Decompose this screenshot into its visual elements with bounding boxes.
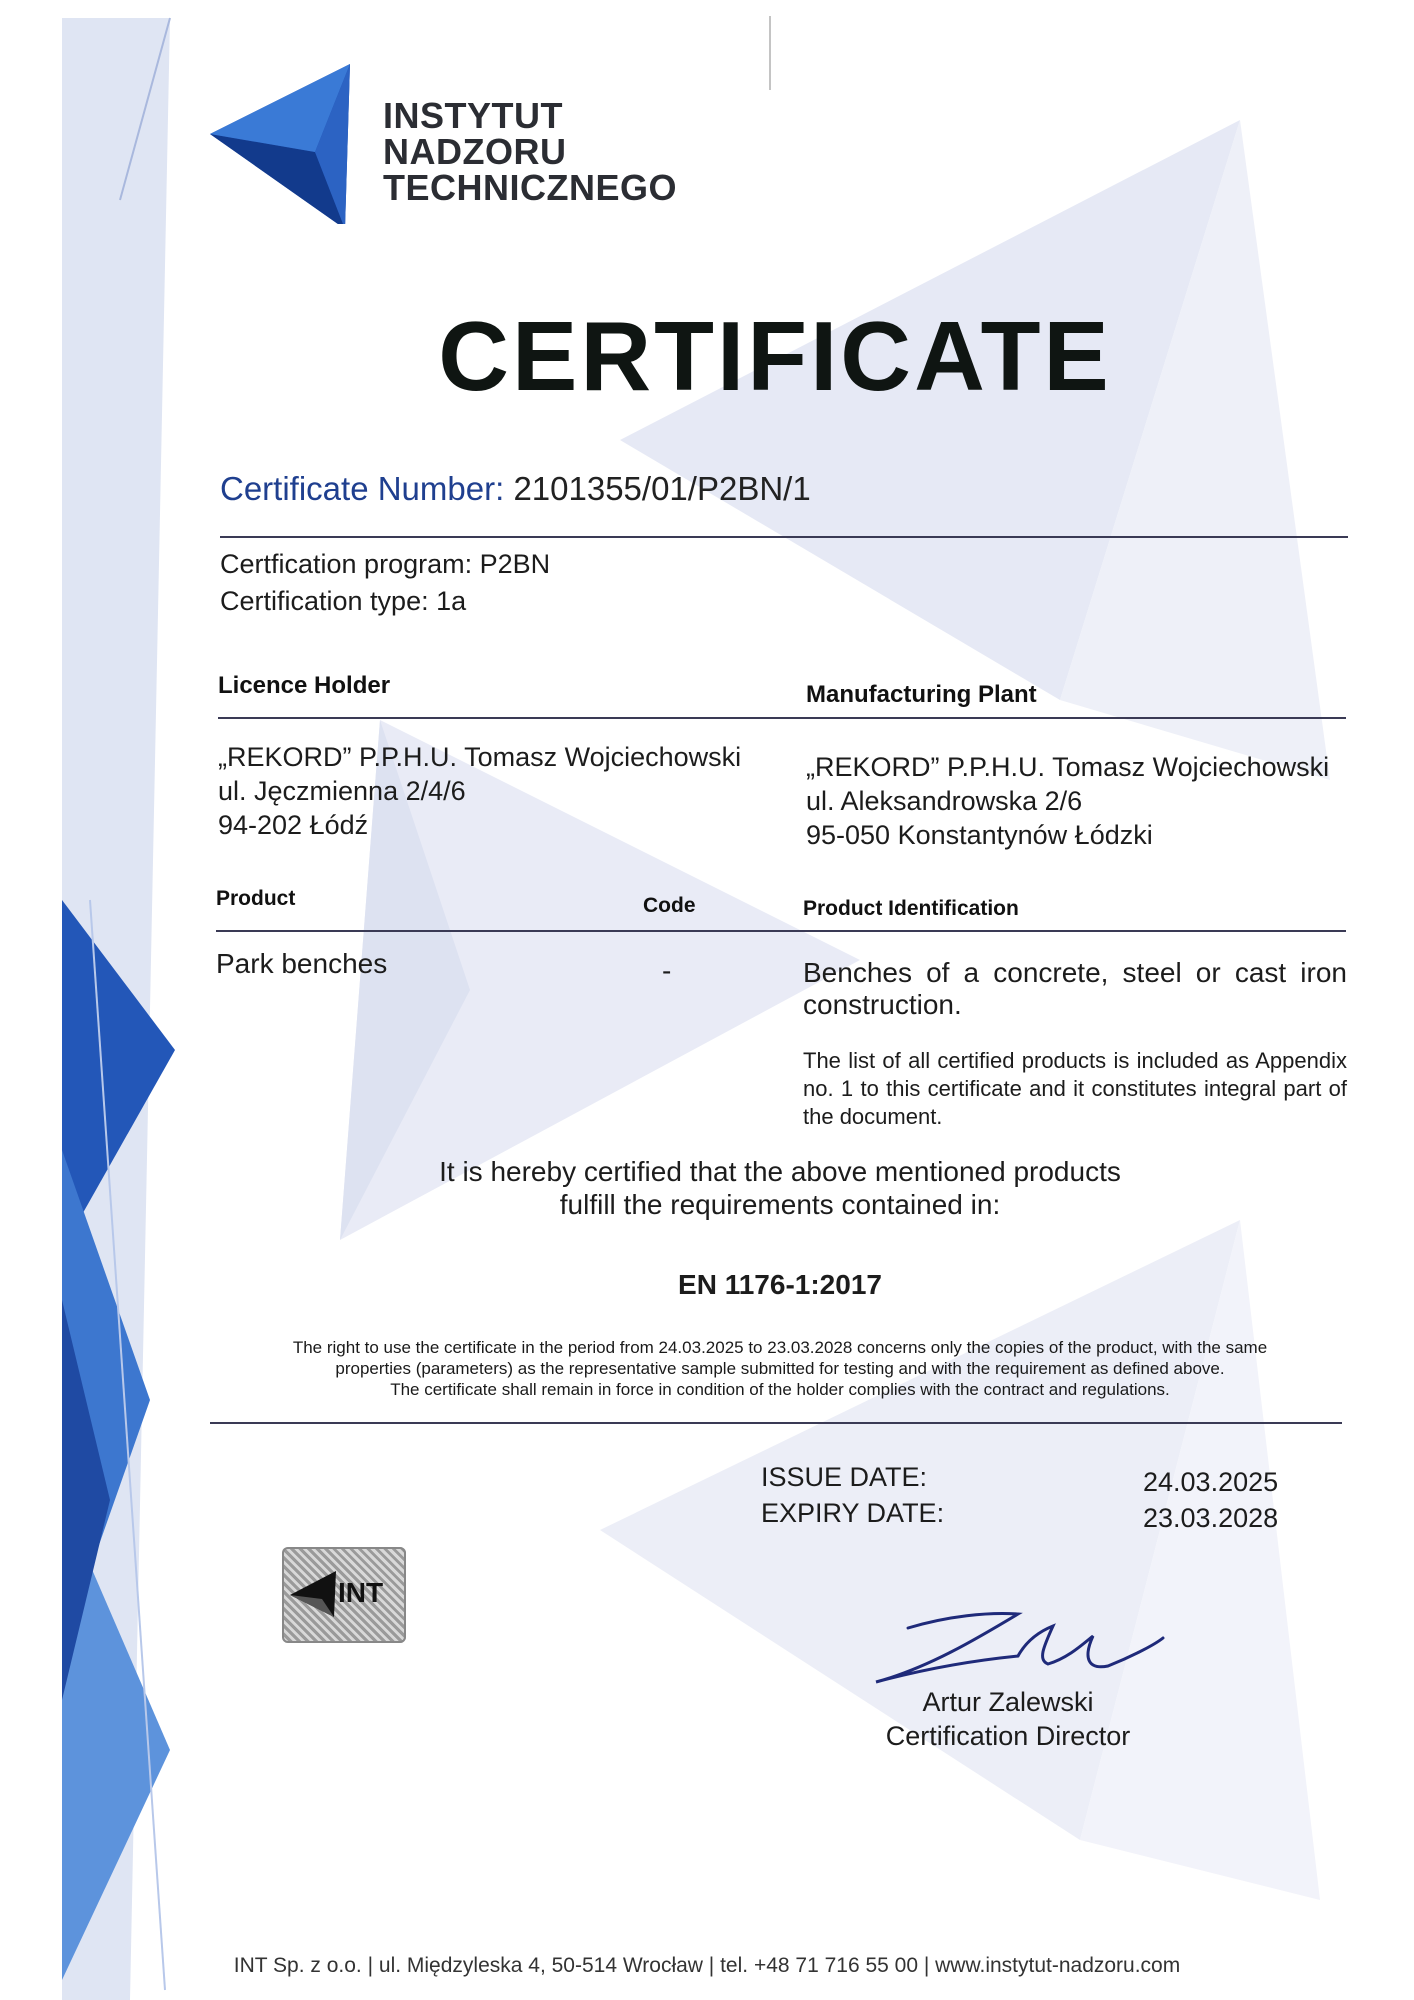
product-name: Park benches: [216, 948, 388, 979]
triangle-logo-icon: [210, 64, 360, 224]
certificate-number: [220, 470, 811, 508]
expiry-date-label: EXPIRY DATE:: [761, 1498, 945, 1528]
statement-line-1: It is hereby certified that the above mentioned products: [439, 1156, 1121, 1187]
manufacturing-plant-address: [806, 750, 1329, 852]
validity-fineprint: [210, 1337, 1350, 1400]
code-header: Code: [643, 894, 696, 917]
standard: EN 1176-1:2017: [678, 1269, 882, 1300]
manufacturing-plant-line-2: ul. Aleksandrowska 2/6: [806, 786, 1083, 816]
appendix-note: The list of all certified products is included as Appendix no. 1 to this certificate and it constitutes integral part of the document.: [803, 1048, 1347, 1129]
logo-wordmark: [383, 95, 677, 208]
date-labels: [761, 1459, 944, 1531]
licence-holder-line-1: „REKORD” P.P.H.U. Tomasz Wojciechowski: [218, 742, 742, 772]
fineprint-line-1: The right to use the certificate in the period from 24.03.2025 to 23.03.2028 concerns only the copies of the product, with the same: [292, 1338, 1268, 1357]
footer-contact: INT Sp. z o.o. | ul. Międzyleska 4, 50-514 Wrocław | tel. +48 71 716 55 00 | www.instytut-nadzoru.com: [233, 1954, 1181, 1977]
fineprint-line-3: The certificate shall remain in force in condition of the holder complies with the contract and regulations.: [390, 1380, 1170, 1399]
manufacturing-plant-line-3: 95-050 Konstantynów Łódzki: [806, 820, 1153, 850]
certification-type: Certification type: 1a: [220, 586, 467, 616]
product-header: Product: [216, 887, 296, 910]
issue-date-value: 24.03.2025: [1143, 1467, 1279, 1497]
hologram-seal-icon: [282, 1547, 406, 1643]
signatory: [868, 1685, 1148, 1753]
divider: [210, 1422, 1342, 1424]
statement-line-2: fulfill the requirements contained in:: [559, 1189, 1001, 1220]
licence-holder-address: [218, 740, 741, 842]
product-identification: Benches of a concrete, steel or cast iron construction.: [803, 957, 1347, 1020]
signature-image: [868, 1608, 1168, 1688]
certification-program: Certfication program: P2BN: [220, 549, 551, 579]
certificate-number-label: Certificate Number:: [220, 470, 505, 507]
hologram-triangle-icon: [290, 1569, 338, 1619]
licence-holder-heading: Licence Holder: [218, 672, 391, 699]
certificate-number-value: 2101355/01/P2BN/1: [513, 470, 811, 507]
logo-line-3: TECHNICZNEGO: [383, 167, 677, 208]
issue-date-label: ISSUE DATE:: [761, 1462, 928, 1492]
program-block: [220, 546, 550, 620]
hologram-label: INT: [338, 1577, 384, 1608]
expiry-date-value: 23.03.2028: [1143, 1503, 1279, 1533]
fineprint-line-2: properties (parameters) as the representative sample submitted for testing and with the requirement as defined above.: [335, 1359, 1225, 1378]
signatory-name: Artur Zalewski: [922, 1687, 1094, 1717]
date-values: [1143, 1464, 1278, 1536]
product-identification-header: Product Identification: [803, 897, 1019, 920]
licence-holder-line-3: 94-202 Łódź: [218, 810, 369, 840]
logo-line-2: NADZORU: [383, 131, 567, 172]
divider: [218, 717, 1346, 719]
signatory-role: Certification Director: [885, 1721, 1131, 1751]
licence-holder-line-2: ul. Jęczmienna 2/4/6: [218, 776, 466, 806]
divider: [216, 930, 1346, 932]
certification-statement: [230, 1155, 1330, 1221]
logo-line-1: INSTYTUT: [383, 95, 563, 136]
product-code: -: [662, 955, 672, 986]
manufacturing-plant-heading: Manufacturing Plant: [806, 681, 1037, 708]
manufacturing-plant-line-1: „REKORD” P.P.H.U. Tomasz Wojciechowski: [806, 752, 1330, 782]
page-title: CERTIFICATE: [438, 301, 1112, 411]
divider: [220, 536, 1348, 538]
